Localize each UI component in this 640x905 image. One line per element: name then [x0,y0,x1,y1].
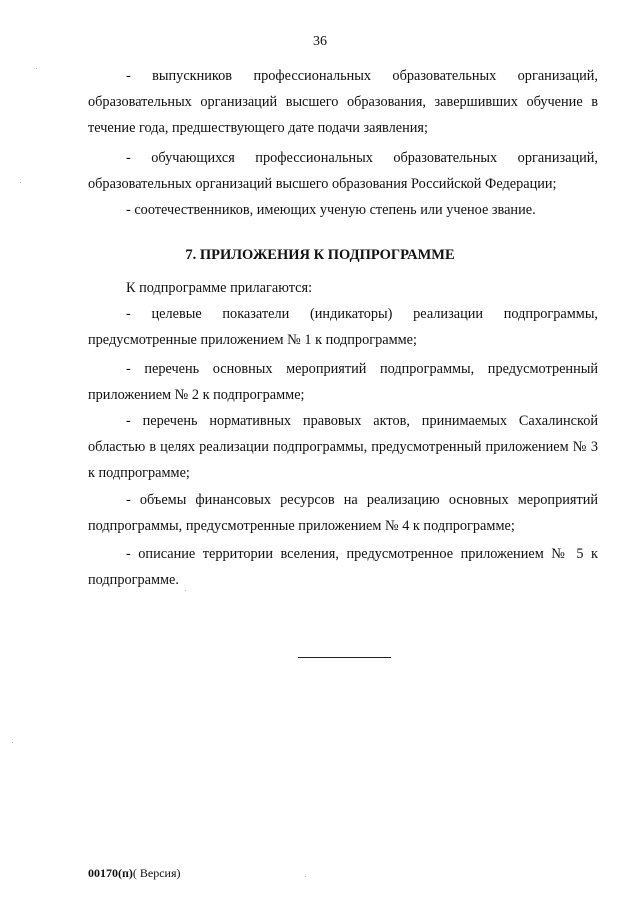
list-item-appendix-3: - перечень нормативных правовых актов, принимаемых Сахалинской областью в целях реализации подпрограммы, предусмотренный приложением № 3 к подпрограмме; [88,413,598,481]
scan-speck [185,590,186,591]
closing-separator-line [298,657,391,658]
scan-speck [36,68,37,69]
paragraph-students: - обучающихся профессиональных образовательных организаций, образовательных организаций высшего образования Российской Федерации; [88,150,598,192]
scan-speck [20,182,21,183]
paragraph-compatriots: - соотечественников, имеющих ученую степень или ученое звание. [126,202,536,218]
paragraph-intro: К подпрограмме прилагаются: [126,280,313,296]
list-item-appendix-4: - объемы финансовых ресурсов на реализацию основных мероприятий подпрограммы, предусмотренные приложением № 4 к подпрограмме; [88,492,598,534]
document-code: 00170(п) [88,866,133,880]
document-version: ( Версия) [132,866,181,880]
footer [88,866,181,881]
scan-speck [305,876,306,877]
list-item-appendix-1: - целевые показатели (индикаторы) реализации подпрограммы, предусмотренные приложением № 1 к подпрограмме; [88,306,598,348]
paragraph-graduates: - выпускников профессиональных образовательных организаций, образовательных организаций высшего образования, завершивших обучение в течение года, предшествующего дате подачи заявления; [88,68,598,136]
scan-speck [12,742,13,743]
section-heading: 7. ПРИЛОЖЕНИЯ К ПОДПРОГРАММЕ [185,247,455,263]
list-item-appendix-2: - перечень основных мероприятий подпрограммы, предусмотренный приложением № 2 к подпрограмме; [88,361,598,403]
list-item-appendix-5: - описание территории вселения, предусмотренное приложением № 5 к подпрограмме. [88,546,598,588]
page-number: 36 [313,34,327,49]
